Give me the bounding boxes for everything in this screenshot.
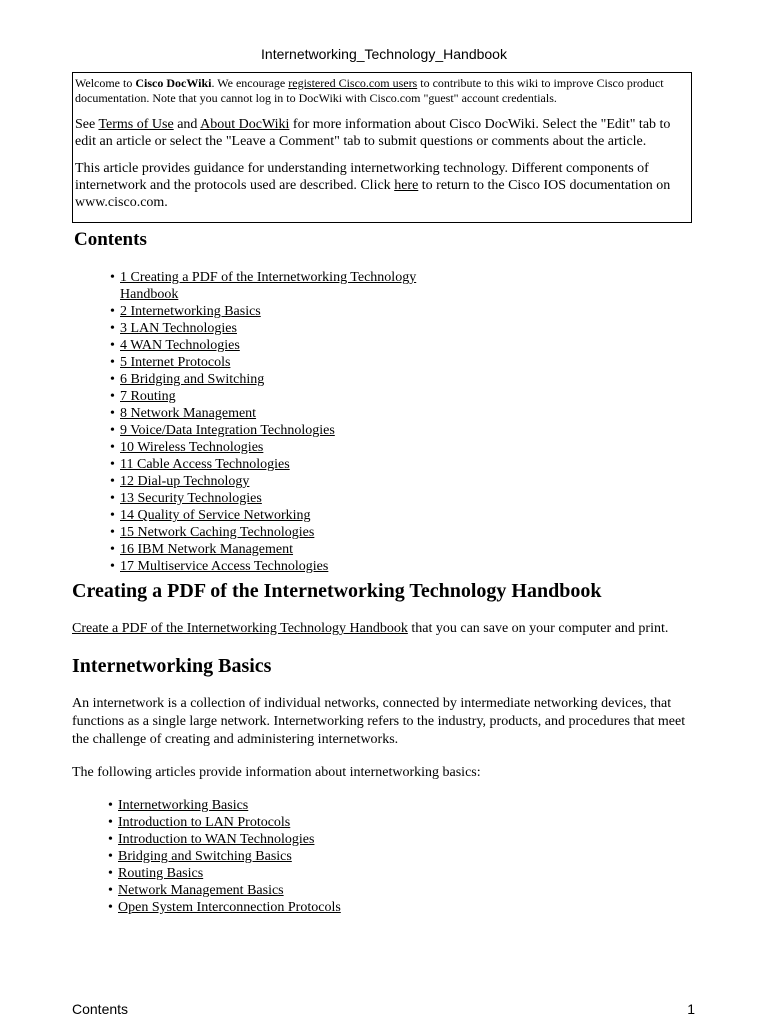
toc-item-7[interactable] [110,388,440,405]
contents-title: Contents [74,229,147,250]
return-text: to return to the Cisco IOS documentation on www.cisco.com. [75,178,671,210]
toc-link-1-line1[interactable]: 1 Creating a PDF of the Internetworking Technology [120,270,417,285]
footer-section-label: Contents [72,1001,129,1017]
toc-link-16[interactable]: 16 IBM Network Management [120,542,294,557]
toc-link-7[interactable]: 7 Routing [120,389,176,404]
toc-item-9[interactable] [110,422,440,439]
toc-link-1-line2[interactable]: Handbook [120,287,179,302]
toc-link-12[interactable]: 12 Dial-up Technology [120,474,250,489]
toc-item-8[interactable] [110,405,440,422]
toc-item-13[interactable] [110,490,440,507]
list-item[interactable] [108,831,341,848]
article-notice [75,160,688,211]
page-header-title: Internetworking_Technology_Handbook [261,46,507,62]
toc-link-2[interactable]: 2 Internetworking Basics [120,304,261,319]
toc-item-15[interactable] [110,524,440,541]
more-info-text: for more information about Cisco DocWiki. Select the "Edit" tab to edit an article or select the "Leave a Comment" tab to submit questions or comments about the article. [75,117,671,149]
toc-link-8[interactable]: 8 Network Management [120,406,257,421]
pdf-description: that you can save on your computer and print. [407,621,669,636]
registered-users-link[interactable]: registered Cisco.com users [288,76,418,90]
welcome-notice [75,76,688,106]
basics-paragraph-2: The following articles provide information about internetworking basics: [72,765,481,780]
encourage-text: . We encourage [211,76,289,90]
docwiki-notice-box [72,72,692,223]
welcome-prefix: Welcome to [75,76,136,90]
footer-page-number: 1 [687,1001,695,1017]
toc-link-10[interactable]: 10 Wireless Technologies [120,440,264,455]
toc-link-6[interactable]: 6 Bridging and Switching [120,372,265,387]
toc-link-17[interactable]: 17 Multiservice Access Technologies [120,559,329,574]
toc-item-10[interactable] [110,439,440,456]
toc-item-6[interactable] [110,371,440,388]
toc-item-11[interactable] [110,456,440,473]
toc-item-16[interactable] [110,541,440,558]
toc-item-14[interactable] [110,507,440,524]
create-pdf-link[interactable]: Create a PDF of the Internetworking Technology Handbook [72,621,408,636]
here-link[interactable]: here [394,178,419,193]
basics-section-heading: Internetworking Basics [72,655,272,677]
brand-name: Cisco DocWiki [135,76,212,90]
and-text: and [173,117,201,132]
toc-item-5[interactable] [110,354,440,371]
toc-link-9[interactable]: 9 Voice/Data Integration Technologies [120,423,335,438]
about-docwiki-link[interactable]: About DocWiki [200,117,290,132]
terms-notice [75,116,688,150]
toc-link-15[interactable]: 15 Network Caching Technologies [120,525,315,540]
basics-link-network-management[interactable]: Network Management Basics [118,883,284,898]
basics-link-lan-protocols[interactable]: Introduction to LAN Protocols [118,815,291,830]
basics-link-bridging-switching[interactable]: Bridging and Switching Basics [118,849,292,864]
table-of-contents [110,269,440,575]
list-item[interactable] [108,882,341,899]
toc-item-12[interactable] [110,473,440,490]
toc-item-4[interactable] [110,337,440,354]
pdf-section-heading: Creating a PDF of the Internetworking Technology Handbook [72,580,602,602]
toc-item-17[interactable] [110,558,440,575]
terms-of-use-link[interactable]: Terms of Use [98,117,174,132]
list-item[interactable] [108,848,341,865]
toc-item-2[interactable] [110,303,440,320]
basics-article-list [108,797,341,916]
basics-link-osi-protocols[interactable]: Open System Interconnection Protocols [118,900,341,915]
toc-item-3[interactable] [110,320,440,337]
list-item[interactable] [108,865,341,882]
toc-link-13[interactable]: 13 Security Technologies [120,491,262,506]
toc-link-4[interactable]: 4 WAN Technologies [120,338,240,353]
list-item[interactable] [108,899,341,916]
toc-link-5[interactable]: 5 Internet Protocols [120,355,231,370]
basics-link-wan-technologies[interactable]: Introduction to WAN Technologies [118,832,315,847]
basics-paragraph-1: An internetwork is a collection of individual networks, connected by intermediate networking devices, that functions as a single large network. Internetworking refers to the industry, products, and procedures that meet the challenge of creating and administering internetworks. [72,696,686,747]
pdf-section-text [72,620,702,638]
basics-link-internetworking[interactable]: Internetworking Basics [118,798,249,813]
toc-item-1[interactable] [110,269,440,303]
list-item[interactable] [108,814,341,831]
contribute-text: to contribute to this wiki to improve Cisco product documentation. Note that you cannot log in to DocWiki with Cisco.com "guest" account credentials. [75,76,664,105]
toc-link-14[interactable]: 14 Quality of Service Networking [120,508,311,523]
toc-link-3[interactable]: 3 LAN Technologies [120,321,237,336]
list-item[interactable] [108,797,341,814]
see-text: See [75,117,99,132]
article-text: This article provides guidance for understanding internetworking technology. Different components of internetwork and the protocols used are described. Click [75,161,649,193]
toc-link-11[interactable]: 11 Cable Access Technologies [120,457,290,472]
basics-link-routing[interactable]: Routing Basics [118,866,204,881]
